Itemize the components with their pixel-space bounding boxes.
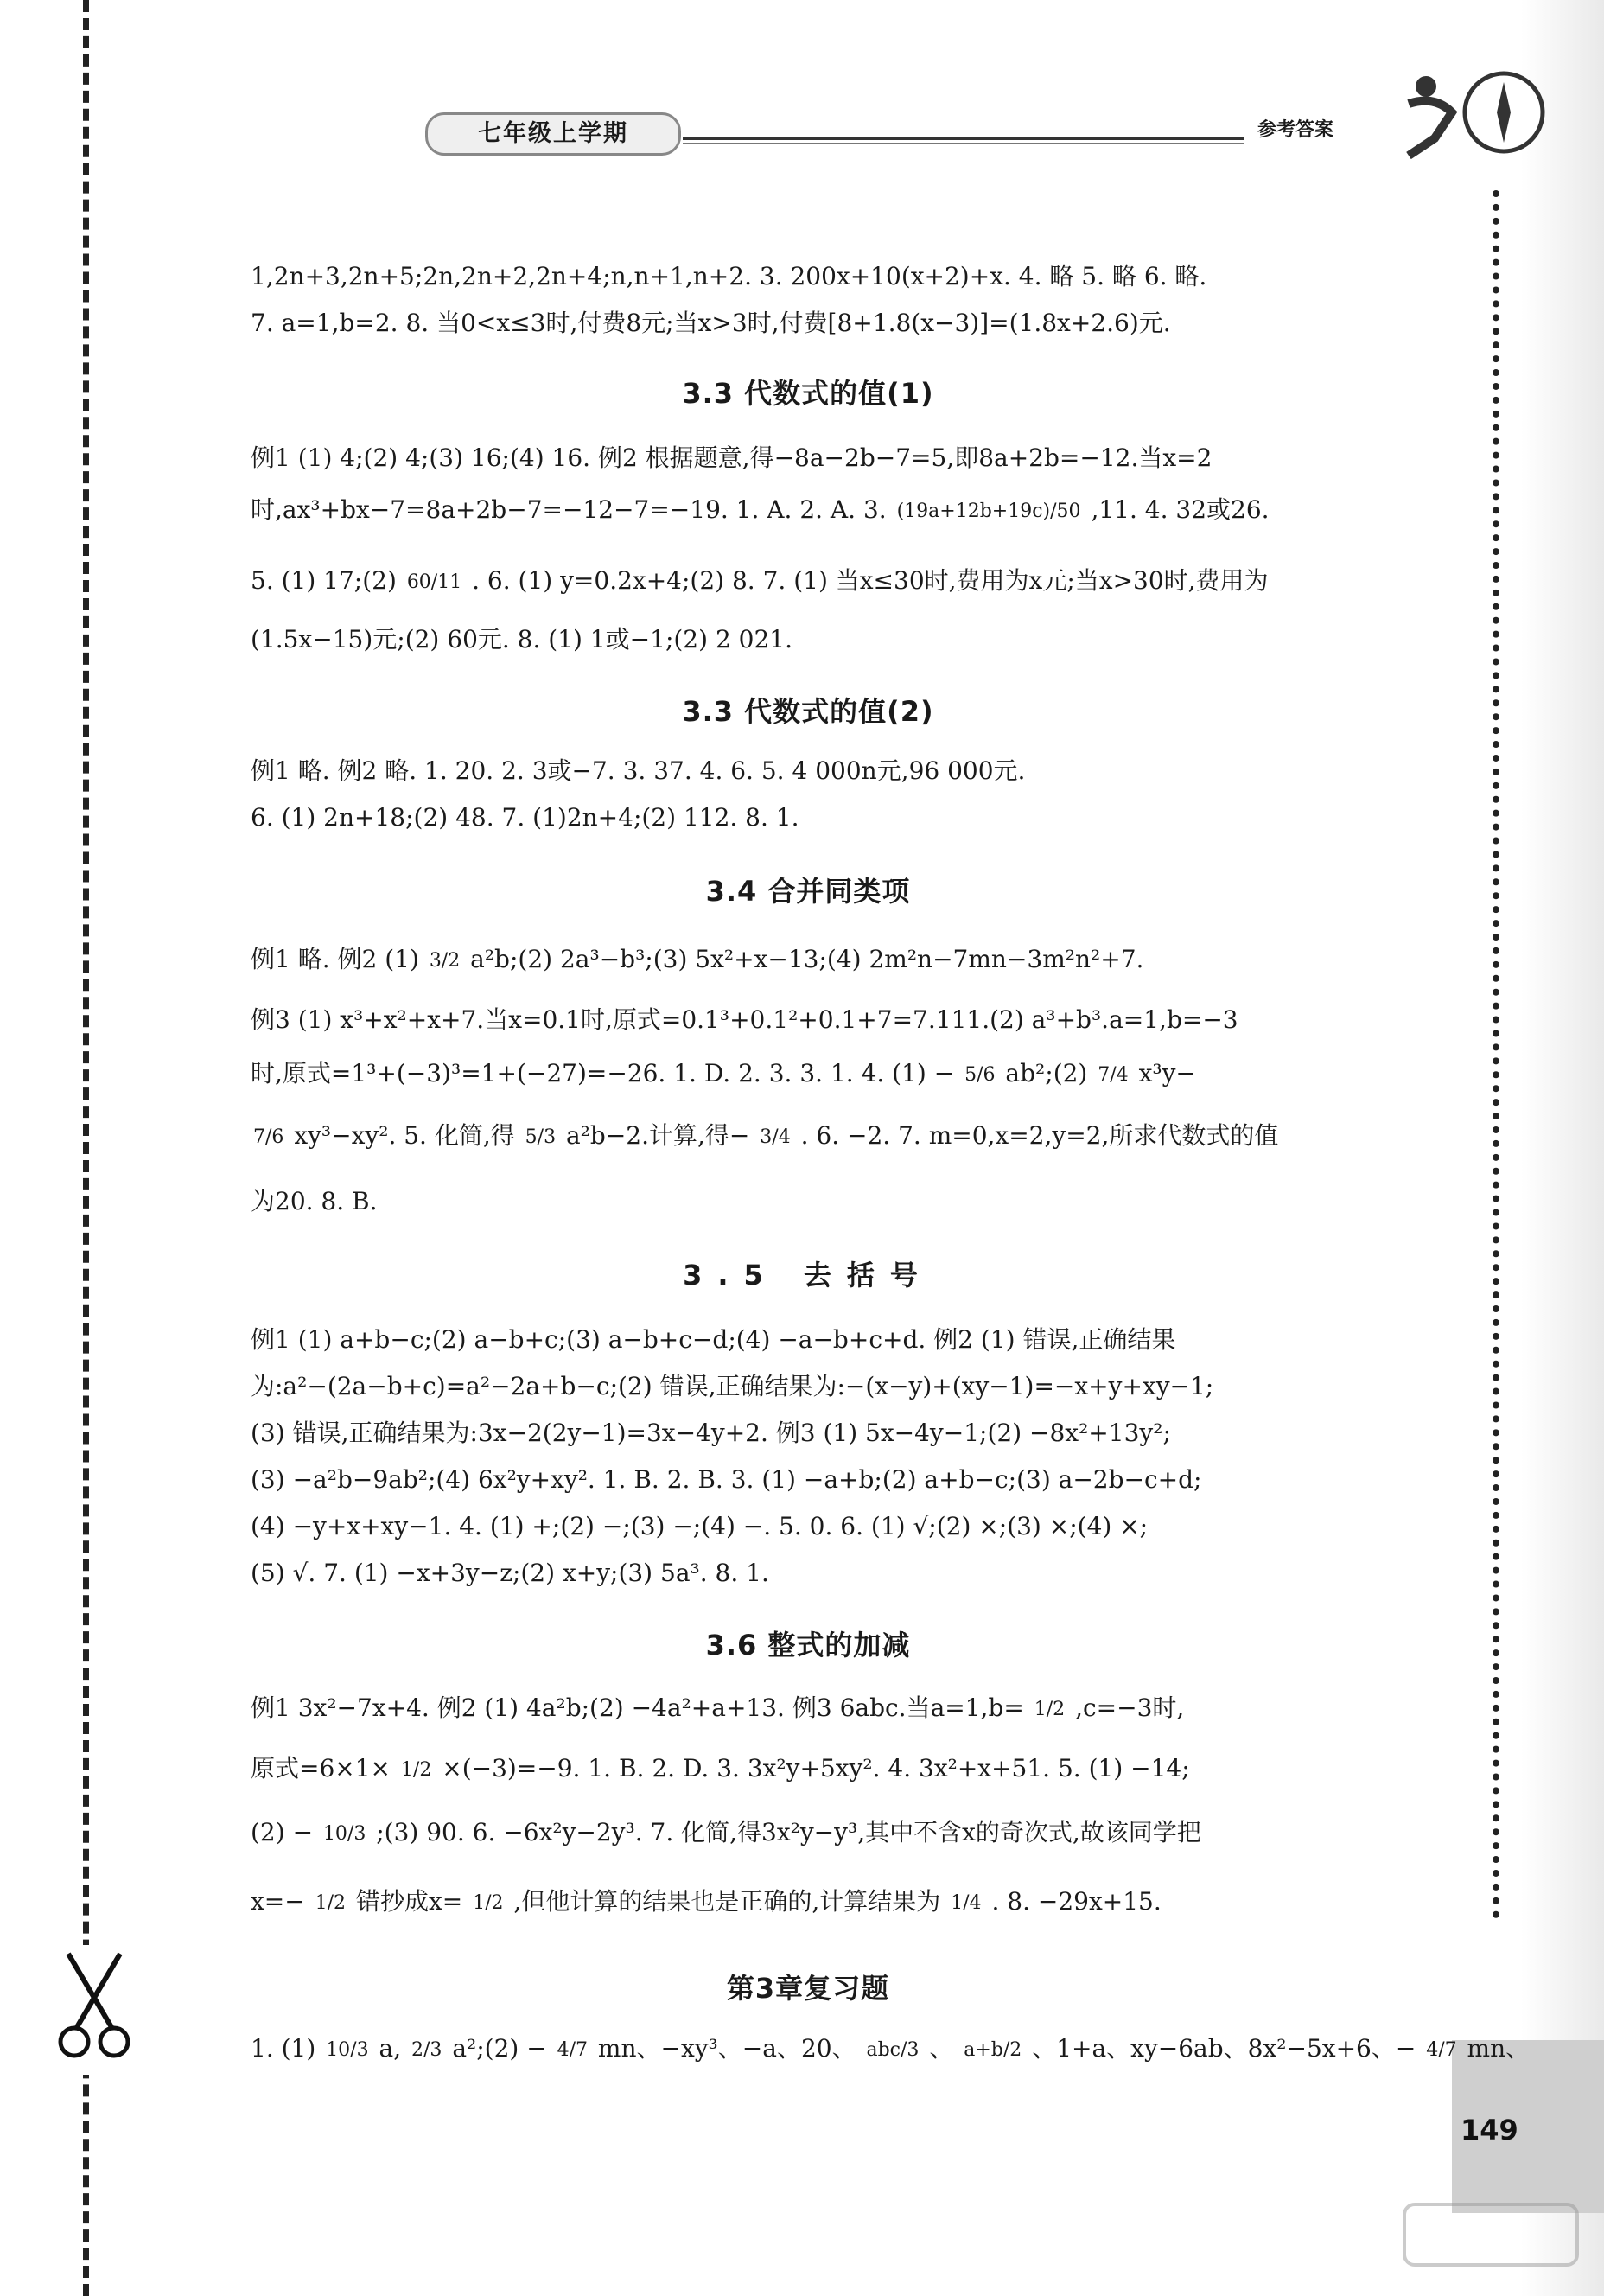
- fraction: [760, 1127, 790, 1148]
- fraction-text: 1/2: [315, 1891, 347, 1914]
- text-run: ,11. 4. 32或26.: [1091, 495, 1270, 524]
- fraction: [525, 1127, 556, 1148]
- text-run: 、: [929, 2034, 954, 2063]
- text-run: ,但他计算的结果也是正确的,计算结果为: [513, 1887, 941, 1916]
- text-line: 例1 (1) a+b−c;(2) a−b+c;(3) a−b+c−d;(4) −a−b+c+d. 例2 (1) 错误,正确结果: [251, 1325, 1176, 1354]
- fraction: [253, 1127, 283, 1148]
- text-run: . 6. (1) y=0.2x+4;(2) 8. 7. (1) 当x≤30时,费用为x元;当x>30时,费用为: [472, 566, 1269, 595]
- text-run: ×(−3)=−9. 1. B. 2. D. 3. 3x²y+5xy². 4. 3x²+x+51. 5. (1) −14;: [442, 1754, 1190, 1783]
- fraction: [315, 1893, 346, 1914]
- scissors-icon: [55, 1945, 133, 2075]
- text-line: [251, 493, 1365, 527]
- fraction: [1426, 2040, 1456, 2061]
- text-run: (2) −: [251, 1818, 314, 1846]
- fraction-text: 1/4: [951, 1891, 982, 1914]
- text-run: mn、−xy³、−a、20、: [597, 2034, 856, 2063]
- section-heading: 3.6 整式的加减: [705, 1629, 911, 1661]
- text-run: ab²;(2): [1005, 1059, 1088, 1087]
- text-line: 7. a=1,b=2. 8. 当0<x≤3时,付费8元;当x>3时,付费[8+1.8(x−3)]=(1.8x+2.6)元.: [251, 309, 1171, 337]
- text-run: a²b−2.计算,得−: [565, 1121, 750, 1150]
- fraction-text: 5/6: [964, 1063, 996, 1086]
- fraction-text: 60/11: [406, 571, 462, 593]
- text-line: [251, 1885, 1365, 1919]
- text-line: [251, 2031, 1531, 2066]
- grade-label: 七年级上学期: [425, 112, 681, 156]
- fraction-text: 2/3: [411, 2038, 442, 2061]
- fraction-text: 4/7: [1426, 2038, 1457, 2061]
- fraction-text: 7/6: [253, 1126, 284, 1148]
- fraction-text: 5/3: [525, 1126, 557, 1148]
- fraction-text: (19a+12b+19c)/50: [896, 500, 1081, 522]
- fraction-text: 10/3: [322, 1822, 366, 1845]
- dotted-margin-line: [1493, 190, 1499, 1919]
- fraction-text: 3/2: [429, 949, 461, 972]
- text-line: [251, 1751, 1365, 1786]
- text-run: ,c=−3时,: [1075, 1693, 1185, 1722]
- header-rule: [683, 137, 1244, 140]
- fraction: [401, 1760, 431, 1781]
- watermark-logo-icon: [1396, 2187, 1586, 2291]
- fraction: [866, 2040, 919, 2061]
- fraction: [430, 951, 460, 972]
- page-edge-shade: [1521, 0, 1604, 2296]
- text-run: ;(3) 90. 6. −6x²y−2y³. 7. 化简,得3x²y−y³,其中不含x的奇次式,故该同学把: [376, 1818, 1201, 1846]
- fraction: [1098, 1065, 1128, 1086]
- page-number: 149: [1461, 2114, 1518, 2146]
- text-line: (5) √. 7. (1) −x+3y−z;(2) x+y;(3) 5a³. 8. 1.: [251, 1559, 769, 1587]
- fraction: [326, 2040, 368, 2061]
- text-line: [251, 1815, 1365, 1850]
- text-run: . 8. −29x+15.: [991, 1887, 1162, 1916]
- header-rule-thin: [683, 143, 1244, 144]
- text-line: 1,2n+3,2n+5;2n,2n+2,2n+4;n,n+1,n+2. 3. 200x+10(x+2)+x. 4. 略 5. 略 6. 略.: [251, 262, 1207, 290]
- section-heading: 3.5 去括号: [683, 1259, 933, 1292]
- section-heading: 3.4 合并同类项: [705, 875, 911, 908]
- text-line: (1.5x−15)元;(2) 60元. 8. (1) 1或−1;(2) 2 021.: [251, 625, 793, 654]
- section-heading: 3.3 代数式的值(1): [682, 377, 934, 410]
- text-line: 为20. 8. B.: [251, 1187, 378, 1215]
- fraction: [897, 501, 1081, 522]
- fraction: [323, 1824, 366, 1845]
- text-line: (4) −y+x+xy−1. 4. (1) +;(2) −;(3) −;(4) −. 5. 0. 6. (1) √;(2) ×;(3) ×;(4) ×;: [251, 1512, 1149, 1540]
- text-line: (3) 错误,正确结果为:3x−2(2y−1)=3x−4y+2. 例3 (1) 5x−4y−1;(2) −8x²+13y²;: [251, 1419, 1171, 1447]
- fraction: [1034, 1700, 1065, 1720]
- text-line: [251, 1691, 1365, 1725]
- section-heading: 3.3 代数式的值(2): [682, 695, 934, 728]
- text-run: 原式=6×1×: [251, 1754, 391, 1783]
- text-run: xy³−xy². 5. 化简,得: [294, 1121, 515, 1150]
- text-run: 1. (1): [251, 2034, 316, 2063]
- text-run: 、1+a、xy−6ab、8x²−5x+6、−: [1032, 2034, 1416, 2063]
- fraction: [951, 1893, 981, 1914]
- fraction: [407, 572, 461, 593]
- answers-label: 参考答案: [1257, 119, 1334, 141]
- text-line: 例3 (1) x³+x²+x+7.当x=0.1时,原式=0.1³+0.1²+0.1+7=7.111.(2) a³+b³.a=1,b=−3: [251, 1005, 1238, 1034]
- text-run: a²b;(2) 2a³−b³;(3) 5x²+x−13;(4) 2m²n−7mn−3m²n²+7.: [470, 945, 1144, 973]
- fraction: [473, 1893, 503, 1914]
- fraction-text: 1/2: [400, 1758, 432, 1781]
- text-run: a,: [379, 2034, 402, 2063]
- text-line: [251, 564, 1365, 598]
- fraction-text: 7/4: [1098, 1063, 1129, 1086]
- text-run: x³y−: [1138, 1059, 1196, 1087]
- text-run: x=−: [251, 1887, 305, 1916]
- text-run: . 6. −2. 7. m=0,x=2,y=2,所求代数式的值: [800, 1121, 1279, 1150]
- text-line: 6. (1) 2n+18;(2) 48. 7. (1)2n+4;(2) 112. 8. 1.: [251, 803, 799, 832]
- text-line: 为:a²−(2a−b+c)=a²−2a+b−c;(2) 错误,正确结果为:−(x−y)+(xy−1)=−x+y+xy−1;: [251, 1372, 1214, 1400]
- fraction: [411, 2040, 442, 2061]
- text-run: 错抄成x=: [355, 1887, 463, 1916]
- text-run: 例1 略. 例2 (1): [251, 945, 419, 973]
- fraction-text: 4/7: [557, 2038, 588, 2061]
- fraction-text: 1/2: [1034, 1698, 1066, 1720]
- text-run: 例1 3x²−7x+4. 例2 (1) 4a²b;(2) −4a²+a+13. 例3 6abc.当a=1,b=: [251, 1693, 1024, 1722]
- text-run: 5. (1) 17;(2): [251, 566, 397, 595]
- text-run: a²;(2) −: [452, 2034, 547, 2063]
- text-line: [251, 942, 1365, 977]
- text-line: 例1 (1) 4;(2) 4;(3) 16;(4) 16. 例2 根据题意,得−8a−2b−7=5,即8a+2b=−12.当x=2: [251, 443, 1213, 472]
- text-line: [251, 1056, 1365, 1091]
- runner-compass-logo-icon: [1374, 61, 1547, 173]
- text-line: [251, 1119, 1365, 1153]
- text-run: 时,ax³+bx−7=8a+2b−7=−12−7=−19. 1. A. 2. A. 3.: [251, 495, 887, 524]
- fraction-text: abc/3: [866, 2038, 920, 2061]
- text-line: (3) −a²b−9ab²;(4) 6x²y+xy². 1. B. 2. B. 3. (1) −a+b;(2) a+b−c;(3) a−2b−c+d;: [251, 1465, 1202, 1494]
- fraction-text: 10/3: [326, 2038, 369, 2061]
- fraction-text: 1/2: [473, 1891, 504, 1914]
- fraction: [557, 2040, 588, 2061]
- fraction-text: a+b/2: [964, 2038, 1022, 2061]
- text-run: 时,原式=1³+(−3)³=1+(−27)=−26. 1. D. 2. 3. 3. 1. 4. (1) −: [251, 1059, 955, 1087]
- text-line: 例1 略. 例2 略. 1. 20. 2. 3或−7. 3. 37. 4. 6. 5. 4 000n元,96 000元.: [251, 756, 1026, 785]
- fraction-text: 3/4: [760, 1126, 791, 1148]
- fraction: [964, 1065, 995, 1086]
- fraction: [964, 2040, 1022, 2061]
- text-run: mn、: [1467, 2034, 1531, 2063]
- section-heading: 第3章复习题: [726, 1972, 890, 2005]
